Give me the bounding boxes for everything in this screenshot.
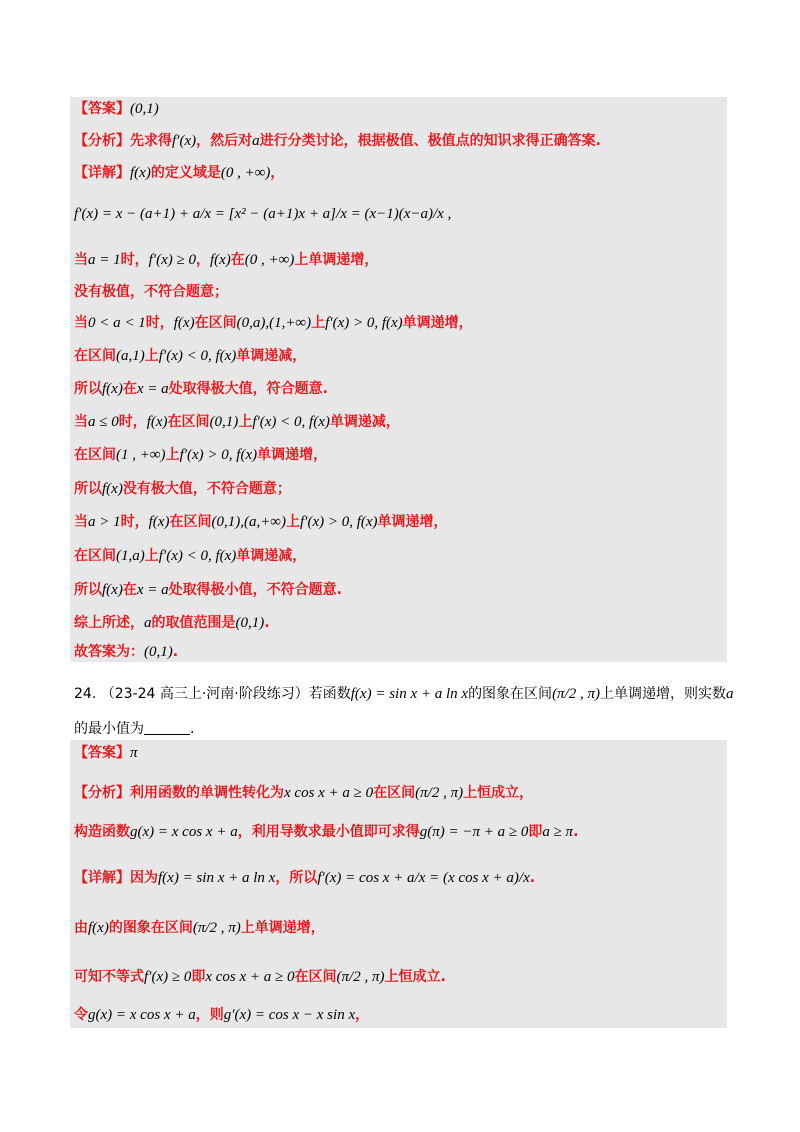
- decreasing-1-a: 在区间(1,a)上f′(x) < 0, f(x)单调递减，: [74, 548, 307, 564]
- question-24: 24. （23-24 高三上·河南·阶段练习）若函数f(x) = sin x + a ln x的图象在区间(π/2 , π)上单调递增，则实数a: [74, 686, 734, 702]
- case-a-le-0: 当a ≤ 0时，f(x)在区间(0,1)上f′(x) < 0, f(x)单调递减，: [74, 414, 400, 430]
- answer-blank: [144, 720, 190, 735]
- detail-line: 【详解】f(x)的定义域是(0 , +∞)，: [74, 165, 285, 181]
- final-answer-line: 故答案为：(0,1).: [74, 644, 179, 660]
- no-local-max-line: 所以f(x)没有极大值，不符合题意；: [74, 481, 291, 497]
- decreasing-a-1: 在区间(a,1)上f′(x) < 0, f(x)单调递减，: [74, 348, 307, 364]
- case-a-gt-1: 当a > 1时，f(x)在区间(0,1),(a,+∞)上f′(x) > 0, f(x)单调递增，: [74, 514, 448, 530]
- increasing-1-inf: 在区间(1 , +∞)上f′(x) > 0, f(x)单调递增，: [74, 447, 328, 463]
- derivative-formula: f′(x) = x − (a+1) + a/x = [x² − (a+1)x + a]/x = (x−1)(x−a)/x ,: [74, 206, 452, 222]
- case-0-a-1: 当0 < a < 1时，f(x)在区间(0,a),(1,+∞)上f′(x) > 0, f(x)单调递增，: [74, 315, 473, 331]
- inequality-line: 可知不等式f′(x) ≥ 0即x cos x + a ≥ 0在区间(π/2 , π)上恒成立.: [74, 969, 446, 985]
- detail-line-24: 【详解】因为f(x) = sin x + a ln x，所以f′(x) = cos x + a/x = (x cos x + a)/x.: [74, 870, 536, 886]
- case-a-equals-1: 当a = 1时，f′(x) ≥ 0，f(x)在(0 , +∞)上单调递增，: [74, 252, 379, 268]
- define-g-line: 令g(x) = x cos x + a，则g′(x) = cos x − x sin x，: [74, 1007, 370, 1023]
- analysis-line-24: 【分析】利用函数的单调性转化为x cos x + a ≥ 0在区间(π/2 , π)上恒成立，: [74, 785, 534, 801]
- question-number: 24.: [74, 686, 97, 702]
- local-max-line: 所以f(x)在x = a处取得极大值，符合题意.: [74, 381, 328, 397]
- analysis-line: 【分析】先求得f′(x)，然后对a进行分类讨论，根据极值、极值点的知识求得正确答案.: [74, 133, 601, 149]
- answer-line-24: 【答案】π: [74, 745, 138, 761]
- no-extremum-line: 没有极值，不符合题意；: [74, 284, 228, 300]
- construct-line-24: 构造函数g(x) = x cos x + a，利用导数求最小值即可求得g(π) = −π + a ≥ 0即a ≥ π.: [74, 824, 579, 840]
- summary-line: 综上所述，a的取值范围是(0,1).: [74, 615, 270, 631]
- graph-increasing-line: 由f(x)的图象在区间(π/2 , π)上单调递增，: [74, 920, 325, 936]
- answer-line: 【答案】(0,1): [74, 101, 159, 117]
- local-min-line: 所以f(x)在x = a处取得极小值，不符合题意.: [74, 582, 342, 598]
- question-24-line2: 的最小值为 .: [74, 721, 195, 737]
